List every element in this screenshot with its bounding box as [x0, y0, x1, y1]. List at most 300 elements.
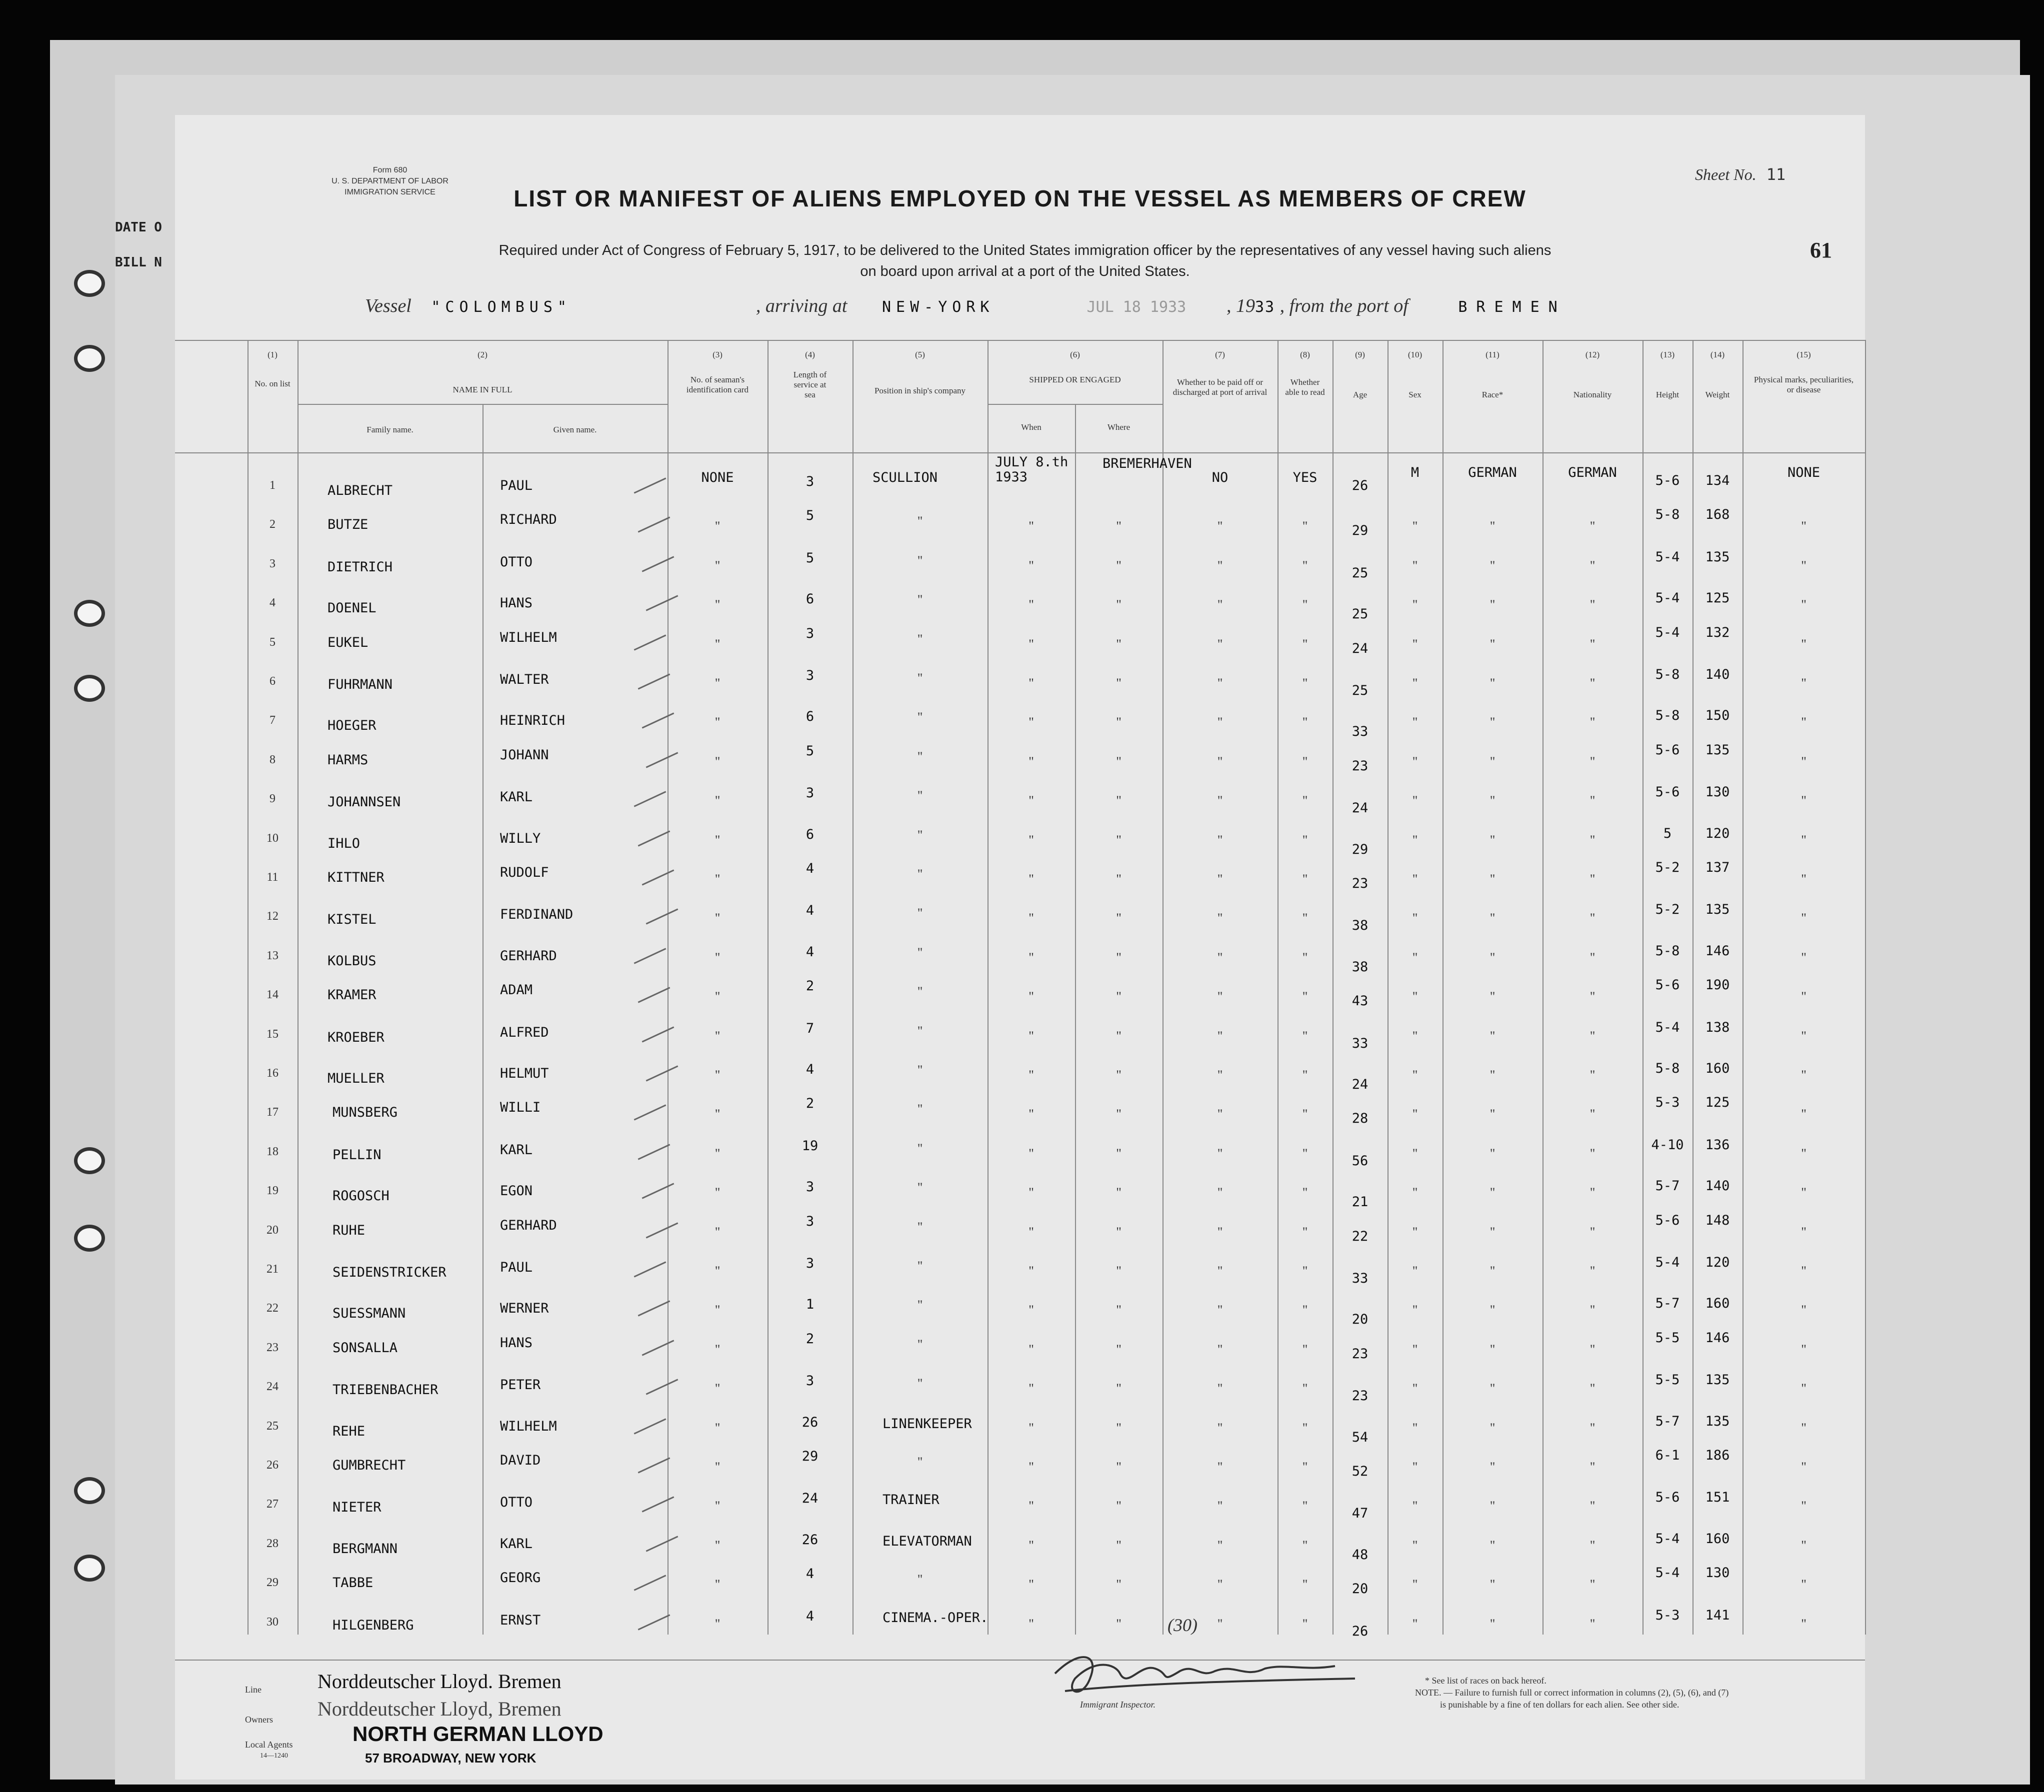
position-ditto: "	[917, 906, 923, 921]
height: 5-7	[1655, 1296, 1680, 1312]
ditto-mark: "	[714, 989, 720, 1004]
ditto-mark: "	[1116, 1420, 1122, 1435]
ditto-mark: "	[1801, 754, 1806, 769]
pencil-tick-mark	[634, 1105, 666, 1121]
ditto-mark: "	[1116, 1499, 1122, 1514]
row-number: 12	[266, 910, 278, 923]
family-name: KROEBER	[328, 1029, 384, 1045]
service-length: 4	[806, 1062, 814, 1077]
family-name: HARMS	[328, 752, 368, 768]
family-name: NIETER	[332, 1500, 382, 1516]
ditto-mark: "	[1116, 597, 1122, 612]
age: 24	[1352, 1077, 1368, 1092]
ditto-mark: "	[714, 1577, 720, 1592]
ditto-mark: "	[714, 1538, 720, 1553]
family-name: REHE	[332, 1423, 366, 1439]
ditto-mark: "	[1590, 1146, 1596, 1161]
header-where: Where	[1107, 422, 1130, 432]
ditto-mark: "	[1590, 1420, 1596, 1435]
vessel-label: Vessel	[365, 295, 412, 316]
left-margin-fragment	[115, 210, 162, 280]
ditto-mark: "	[714, 1381, 720, 1396]
physical-marks: NONE	[1787, 465, 1820, 480]
row-number: 22	[266, 1302, 278, 1315]
family-name: KRAMER	[328, 987, 376, 1003]
ditto-mark: "	[1490, 832, 1496, 847]
ditto-mark: "	[1217, 754, 1223, 769]
ditto-mark: "	[1217, 597, 1223, 612]
ditto-mark: "	[1302, 1068, 1308, 1082]
position-ditto: "	[917, 1376, 923, 1391]
punch-hole-icon	[74, 675, 105, 702]
ditto-mark: "	[1412, 1616, 1418, 1631]
row-number: 25	[266, 1419, 278, 1433]
ditto-mark: "	[1801, 1028, 1806, 1043]
weight: 138	[1705, 1019, 1730, 1035]
name-column-rule	[482, 404, 484, 1635]
header-nationality: Nationality	[1573, 390, 1612, 399]
ditto-mark: "	[1590, 911, 1596, 926]
age: 23	[1352, 758, 1368, 774]
age: 29	[1352, 523, 1368, 539]
ditto-mark: "	[1490, 1107, 1496, 1122]
age: 29	[1352, 841, 1368, 857]
weight: 130	[1705, 1565, 1730, 1581]
ditto-mark: "	[1412, 1264, 1418, 1278]
position-ditto: "	[917, 1141, 923, 1156]
ditto-mark: "	[1116, 1381, 1122, 1396]
given-name: KARL	[500, 1142, 533, 1158]
row-number: 6	[270, 675, 276, 688]
ditto-mark: "	[1028, 1303, 1034, 1318]
ditto-mark: "	[1490, 1499, 1496, 1514]
ditto-mark: "	[1028, 1381, 1034, 1396]
given-name: RICHARD	[500, 512, 557, 528]
row-number: 1	[270, 479, 276, 492]
ditto-mark: "	[1490, 1028, 1496, 1043]
age: 25	[1352, 606, 1368, 622]
col-num-3: (3)	[712, 350, 722, 359]
ditto-mark: "	[1801, 1068, 1806, 1082]
height: 5-5	[1655, 1330, 1680, 1346]
ditto-mark: "	[1590, 1068, 1596, 1082]
row-number: 18	[266, 1145, 278, 1158]
year-prefix: , 19	[1226, 295, 1255, 316]
family-name: HILGENBERG	[332, 1617, 414, 1633]
ditto-mark: "	[1412, 1028, 1418, 1043]
height: 5-6	[1655, 742, 1680, 758]
ditto-mark: "	[1490, 754, 1496, 769]
table-top-rule	[175, 340, 1865, 341]
ditto-mark: "	[1302, 1538, 1308, 1553]
age: 24	[1352, 640, 1368, 656]
given-name: JOHANN	[500, 747, 549, 763]
ditto-mark: "	[1028, 911, 1034, 926]
from-label: , from the port of	[1280, 295, 1408, 316]
header-sex: Sex	[1408, 390, 1422, 399]
sex: M	[1410, 465, 1420, 480]
service-length: 5	[806, 508, 814, 524]
age: 56	[1352, 1153, 1368, 1169]
ditto-mark: "	[1801, 1146, 1806, 1161]
header-length-service: Length of service at sea	[793, 370, 827, 399]
ditto-mark: "	[1028, 872, 1034, 886]
ditto-mark: "	[1590, 1264, 1596, 1278]
given-name: WERNER	[500, 1301, 549, 1317]
page-number: 61	[1810, 238, 1832, 262]
weight: 146	[1705, 943, 1730, 959]
paid-off: NO	[1212, 470, 1228, 485]
ditto-mark: "	[1801, 1616, 1806, 1631]
service-length: 4	[806, 861, 814, 876]
ditto-mark: "	[1490, 715, 1496, 730]
service-length: 24	[802, 1491, 818, 1507]
ditto-mark: "	[1490, 989, 1496, 1004]
ditto-mark: "	[1412, 872, 1418, 886]
height: 5-4	[1655, 549, 1680, 565]
ditto-mark: "	[1590, 676, 1596, 690]
agents-address: 57 BROADWAY, NEW YORK	[365, 1751, 536, 1766]
ditto-mark: "	[1217, 872, 1223, 886]
ditto-mark: "	[1028, 715, 1034, 730]
ditto-mark: "	[1490, 1068, 1496, 1082]
col-num-5: (5)	[915, 350, 925, 359]
punch-hole-icon	[74, 1225, 105, 1252]
age: 23	[1352, 1388, 1368, 1404]
ditto-mark: "	[1412, 1420, 1418, 1435]
family-name: RUHE	[332, 1222, 366, 1238]
age: 47	[1352, 1506, 1368, 1522]
weight: 135	[1705, 549, 1730, 565]
ditto-mark: "	[714, 1342, 720, 1357]
position-ditto: "	[917, 631, 923, 646]
ditto-mark: "	[1412, 832, 1418, 847]
ditto-mark: "	[1801, 1381, 1806, 1396]
ditto-mark: "	[714, 1146, 720, 1161]
ditto-mark: "	[1412, 1068, 1418, 1082]
ditto-mark: "	[1412, 1538, 1418, 1553]
pencil-tick-mark	[638, 1301, 670, 1317]
ditto-mark: "	[1590, 1107, 1596, 1122]
height: 5-4	[1655, 1531, 1680, 1547]
header-able-read: Whether able to read	[1285, 377, 1325, 397]
height: 5-6	[1655, 1212, 1680, 1228]
height: 5-8	[1655, 943, 1680, 959]
ditto-mark: "	[1590, 1499, 1596, 1514]
family-name: FUHRMANN	[328, 677, 393, 692]
pencil-tick-mark	[634, 948, 666, 964]
ditto-mark: "	[714, 1028, 720, 1043]
ditto-mark: "	[1028, 1577, 1034, 1592]
ditto-mark: "	[1116, 519, 1122, 534]
age: 33	[1352, 724, 1368, 740]
given-name: HANS	[500, 1335, 533, 1351]
pencil-tick-mark	[634, 477, 666, 493]
service-length: 3	[806, 785, 814, 801]
ditto-mark: "	[714, 911, 720, 926]
given-name: PAUL	[500, 478, 533, 493]
given-name: HANS	[500, 595, 533, 611]
family-name: SEIDENSTRICKER	[332, 1265, 446, 1280]
ditto-mark: "	[714, 558, 720, 573]
weight: 160	[1705, 1296, 1730, 1312]
ditto-mark: "	[1116, 1068, 1122, 1082]
ditto-mark: "	[714, 1499, 720, 1514]
ditto-mark: "	[1116, 832, 1122, 847]
ditto-mark: "	[1028, 1616, 1034, 1631]
position-ditto: "	[917, 1063, 923, 1077]
position-ditto: "	[917, 945, 923, 960]
ditto-mark: "	[1412, 989, 1418, 1004]
row-number: 10	[266, 831, 278, 845]
ditto-mark: "	[714, 1420, 720, 1435]
height: 5-7	[1655, 1178, 1680, 1194]
family-name: TABBE	[332, 1575, 374, 1591]
service-length: 4	[806, 1608, 814, 1624]
subtitle-line-1: Required under Act of Congress of February 5, 1917, to be delivered to the United States immigration officer by the representatives of any vessel having such aliens	[498, 242, 1552, 258]
service-length: 5	[806, 743, 814, 759]
service-length: 3	[806, 1256, 814, 1271]
weight: 140	[1705, 667, 1730, 682]
row-number: 14	[266, 988, 278, 1002]
ditto-mark: "	[1217, 676, 1223, 690]
family-name: IHLO	[328, 835, 360, 851]
given-name: WILLY	[500, 830, 541, 846]
col-num-15: (15)	[1796, 350, 1811, 359]
ditto-mark: "	[714, 1616, 720, 1631]
ditto-mark: "	[1801, 911, 1806, 926]
height: 5-4	[1655, 590, 1680, 606]
ditto-mark: "	[1028, 1538, 1034, 1553]
ditto-mark: "	[1217, 1146, 1223, 1161]
ditto-mark: "	[1801, 1420, 1806, 1435]
ditto-mark: "	[1302, 754, 1308, 769]
age: 21	[1352, 1194, 1368, 1210]
ditto-mark: "	[1302, 715, 1308, 730]
column-rule	[1442, 340, 1444, 1635]
ditto-mark: "	[1490, 1538, 1496, 1553]
footnote	[1415, 1675, 1728, 1711]
age: 38	[1352, 959, 1368, 975]
ditto-mark: "	[1217, 1616, 1223, 1631]
position-ditto: "	[917, 749, 923, 764]
given-name: OTTO	[500, 554, 533, 570]
ditto-mark: "	[1801, 832, 1806, 847]
ditto-mark: "	[1217, 832, 1223, 847]
ditto-mark: "	[1801, 676, 1806, 690]
col-num-13: (13)	[1660, 350, 1675, 359]
given-name: RUDOLF	[500, 865, 549, 880]
ditto-mark: "	[1028, 793, 1034, 808]
ditto-mark: "	[1801, 519, 1806, 534]
ditto-mark: "	[1217, 950, 1223, 965]
ditto-mark: "	[1490, 1420, 1496, 1435]
from-port: BREMEN	[1458, 298, 1566, 316]
service-length: 3	[806, 1179, 814, 1195]
weight: 141	[1705, 1607, 1730, 1623]
ditto-mark: "	[1490, 911, 1496, 926]
ditto-mark: "	[1590, 558, 1596, 573]
service: IMMIGRATION SERVICE	[344, 188, 436, 196]
family-name: BUTZE	[328, 517, 368, 533]
ditto-mark: "	[1590, 715, 1596, 730]
ditto-mark: "	[714, 519, 720, 534]
height: 5-5	[1655, 1372, 1680, 1388]
ditto-mark: "	[1217, 1185, 1223, 1200]
punch-hole-icon	[74, 270, 105, 297]
height: 4-10	[1651, 1137, 1684, 1153]
header-bottom-rule	[175, 452, 1865, 453]
ditto-mark: "	[1801, 1264, 1806, 1278]
ditto-mark: "	[1590, 1538, 1596, 1553]
ditto-mark: "	[1801, 597, 1806, 612]
ditto-mark: "	[1028, 676, 1034, 690]
position-ditto: "	[917, 1180, 923, 1195]
weight: 125	[1705, 590, 1730, 606]
col-num-9: (9)	[1355, 350, 1365, 359]
weight: 120	[1705, 825, 1730, 841]
punch-hole-icon	[74, 1147, 105, 1174]
ditto-mark: "	[1412, 519, 1418, 534]
ditto-mark: "	[1590, 1616, 1596, 1631]
weight: 136	[1705, 1137, 1730, 1153]
ditto-mark: "	[1590, 950, 1596, 965]
ditto-mark: "	[1490, 1303, 1496, 1318]
service-length: 3	[806, 474, 814, 489]
col-num-10: (10)	[1408, 350, 1422, 359]
ditto-mark: "	[1590, 832, 1596, 847]
punch-hole-icon	[74, 345, 105, 372]
pencil-tick-mark	[638, 1144, 670, 1160]
given-name: WILHELM	[500, 629, 557, 645]
ditto-mark: "	[1490, 872, 1496, 886]
ditto-mark: "	[1590, 1028, 1596, 1043]
height: 5-4	[1655, 1255, 1680, 1270]
ditto-mark: "	[1302, 558, 1308, 573]
vessel-name: "COLOMBUS"	[431, 298, 572, 316]
position-ditto: "	[917, 1572, 923, 1587]
service-length: 29	[802, 1449, 818, 1464]
ditto-mark: "	[1116, 872, 1122, 886]
weight: 135	[1705, 1372, 1730, 1388]
weight: 135	[1705, 1413, 1730, 1429]
service-length: 3	[806, 1213, 814, 1229]
position-ditto: "	[917, 1337, 923, 1352]
header-shipped: SHIPPED OR ENGAGED	[1029, 375, 1121, 384]
header-position: Position in ship's company	[874, 386, 966, 395]
year: 33	[1255, 298, 1276, 316]
col-num-12: (12)	[1585, 350, 1600, 359]
col-num-2: (2)	[478, 350, 488, 359]
ditto-mark: "	[1028, 1107, 1034, 1122]
ditto-mark: "	[1590, 793, 1596, 808]
weight: 150	[1705, 708, 1730, 724]
position-ditto: "	[917, 1298, 923, 1313]
punch-hole-icon	[74, 1477, 105, 1504]
height: 5-2	[1655, 902, 1680, 918]
height: 5-3	[1655, 1607, 1680, 1623]
weight: 148	[1705, 1212, 1730, 1228]
ditto-mark: "	[1028, 636, 1034, 651]
service-length: 1	[806, 1297, 814, 1313]
weight: 135	[1705, 902, 1730, 918]
service-length: 26	[802, 1532, 818, 1548]
ditto-mark: "	[1217, 519, 1223, 534]
position-ditto: "	[917, 710, 923, 725]
ditto-mark: "	[1412, 1381, 1418, 1396]
ditto-mark: "	[1028, 1264, 1034, 1278]
height: 5-8	[1655, 708, 1680, 724]
ditto-mark: "	[1302, 1185, 1308, 1200]
ditto-mark: "	[1028, 950, 1034, 965]
ditto-mark: "	[1801, 950, 1806, 965]
ditto-mark: "	[1116, 1264, 1122, 1278]
ditto-mark: "	[1302, 1577, 1308, 1592]
family-name: ROGOSCH	[332, 1188, 390, 1204]
position-ditto: "	[917, 1455, 923, 1469]
ditto-mark: "	[1412, 1460, 1418, 1474]
age: 28	[1352, 1111, 1368, 1127]
ditto-mark: "	[1302, 950, 1308, 965]
age: 23	[1352, 876, 1368, 891]
inspector-signature	[1035, 1644, 1385, 1704]
ditto-mark: "	[1217, 1068, 1223, 1082]
position-ditto: "	[917, 553, 923, 568]
ditto-mark: "	[1801, 1342, 1806, 1357]
ditto-mark: "	[1217, 989, 1223, 1004]
row-number: 2	[270, 518, 276, 531]
weight: 151	[1705, 1490, 1730, 1506]
row-number: 24	[266, 1380, 278, 1394]
row-number: 11	[266, 871, 278, 884]
header-weight: Weight	[1705, 390, 1730, 399]
ditto-mark: "	[714, 950, 720, 965]
height: 5-2	[1655, 860, 1680, 875]
sheet-label: Sheet No.	[1695, 165, 1756, 183]
age: 22	[1352, 1228, 1368, 1244]
position: LINENKEEPER	[882, 1416, 972, 1432]
position-ditto: "	[917, 788, 923, 803]
ditto-mark: "	[714, 872, 720, 886]
position-ditto: "	[917, 1259, 923, 1273]
row-number: 20	[266, 1223, 278, 1237]
ditto-mark: "	[1490, 1342, 1496, 1357]
ditto-mark: "	[1217, 911, 1223, 926]
pencil-tick-mark	[638, 517, 670, 533]
given-name: FERDINAND	[500, 907, 574, 923]
position: CINEMA.-OPER.	[882, 1610, 988, 1626]
ditto-mark: "	[1028, 832, 1034, 847]
column-rule	[1162, 340, 1164, 1635]
age: 20	[1352, 1312, 1368, 1328]
agents-name: NORTH GERMAN LLOYD	[352, 1722, 604, 1746]
header-age: Age	[1352, 390, 1368, 399]
family-name: BERGMANN	[332, 1541, 398, 1557]
ditto-mark: "	[1412, 597, 1418, 612]
ditto-mark: "	[1590, 872, 1596, 886]
service-length: 3	[806, 1373, 814, 1389]
ditto-mark: "	[1116, 1224, 1122, 1239]
ditto-mark: "	[1116, 1146, 1122, 1161]
row-number: 19	[266, 1184, 278, 1198]
age: 25	[1352, 565, 1368, 581]
ditto-mark: "	[1217, 1460, 1223, 1474]
header-physical: Physical marks, peculiarities, or disease	[1754, 375, 1854, 394]
service-length: 6	[806, 709, 814, 725]
family-name: HOEGER	[328, 718, 376, 734]
ditto-mark: "	[1028, 754, 1034, 769]
given-name: ERNST	[500, 1612, 541, 1628]
